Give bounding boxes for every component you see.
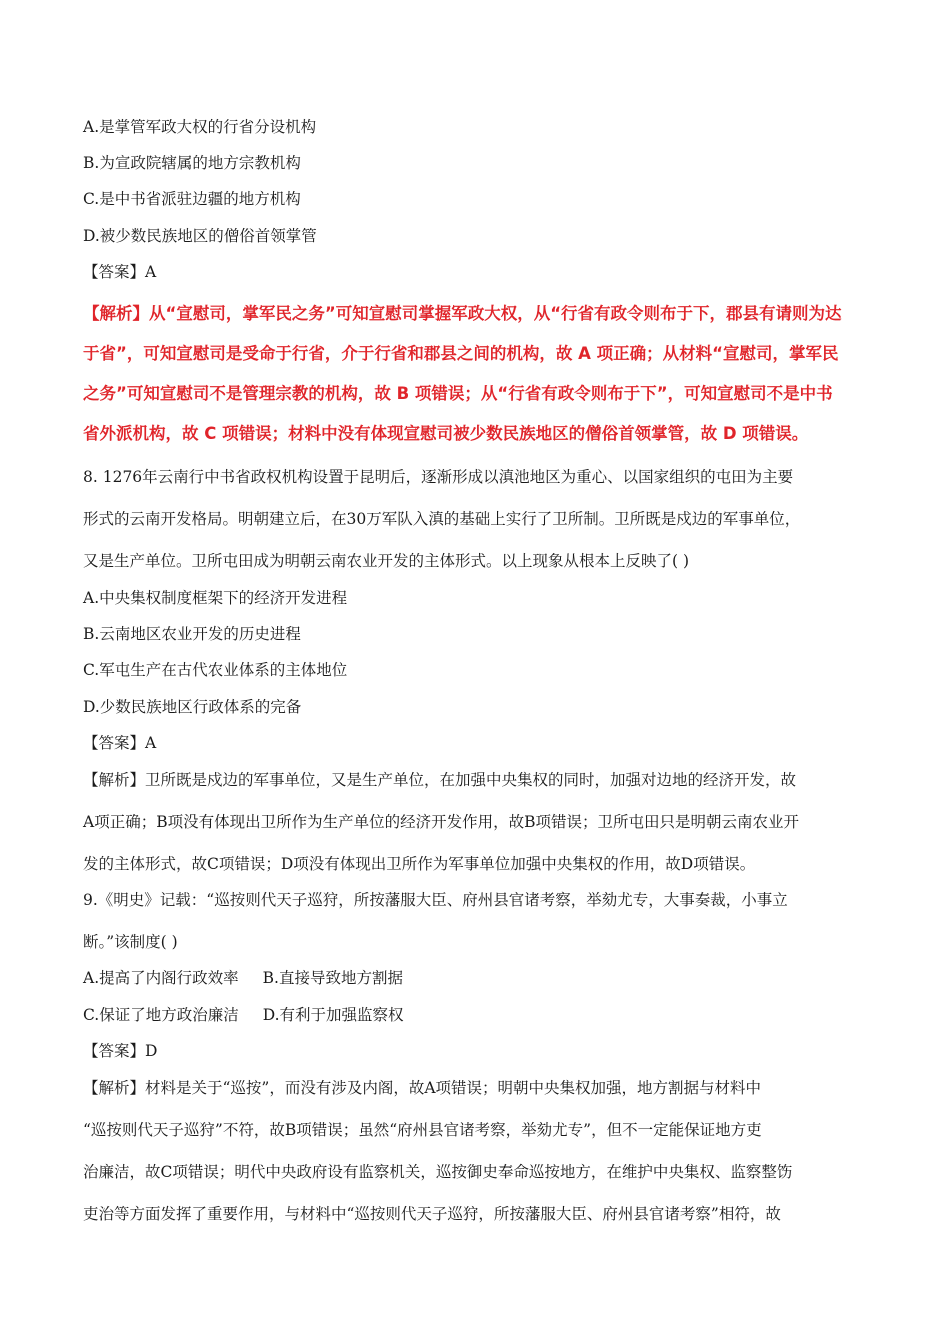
- q9-analysis-line: 治廉洁，故C项错误；明代中央政府设有监察机关，巡按御史奉命巡按地方，在维护中央集权、监察整饬: [83, 1163, 793, 1181]
- q8-stem-line: 形式的云南开发格局。明朝建立后，在30万军队入滇的基础上实行了卫所制。卫所既是戍边的军事单位，: [83, 510, 801, 528]
- q7-option-b: B.为宣政院辖属的地方宗教机构: [83, 154, 301, 172]
- q7-analysis-line: 省外派机构，故 C 项错误；材料中没有体现宣慰司被少数民族地区的僧俗首领掌管，故 D 项错误。: [83, 424, 809, 443]
- q8-analysis-line: A项正确；B项没有体现出卫所作为生产单位的经济开发作用，故B项错误；卫所屯田只是明朝云南农业开: [83, 813, 799, 831]
- q7-option-a: A.是掌管军政大权的行省分设机构: [83, 118, 317, 136]
- q8-option-d: D.少数民族地区行政体系的完备: [83, 698, 302, 716]
- q9-analysis-line: 【解析】材料是关于“巡按”，而没有涉及内阁，故A项错误；明朝中央集权加强，地方割据与材料中: [83, 1079, 762, 1097]
- q8-stem-line: 又是生产单位。卫所屯田成为明朝云南农业开发的主体形式。以上现象从根本上反映了( ): [83, 552, 690, 570]
- q9-options-row: [83, 1005, 404, 1025]
- q7-answer: 【答案】A: [83, 263, 157, 281]
- q8-option-a: A.中央集权制度框架下的经济开发进程: [83, 589, 348, 607]
- q9-analysis-line: “巡按则代天子巡狩”不符，故B项错误；虽然“府州县官诸考察，举劾尤专”，但不一定能保证地方吏: [83, 1121, 762, 1139]
- q9-options-row: [83, 968, 403, 988]
- q9-stem-line: 9.《明史》记载：“巡按则代天子巡狩，所按藩服大臣、府州县官诸考察，举劾尤专，大事奏裁，小事立: [83, 891, 788, 909]
- q8-answer: 【答案】A: [83, 734, 157, 752]
- q8-stem-line: 8. 1276年云南行中书省政权机构设置于昆明后，逐渐形成以滇池地区为重心、以国家组织的屯田为主要: [83, 468, 794, 486]
- q9-option-d: D.有利于加强监察权: [262, 1006, 404, 1024]
- q8-analysis-line: 发的主体形式，故C项错误；D项没有体现出卫所作为军事单位加强中央集权的作用，故D项错误。: [83, 855, 756, 873]
- q9-option-c: C.保证了地方政治廉洁: [83, 1006, 239, 1024]
- q8-analysis-line: 【解析】卫所既是戍边的军事单位，又是生产单位，在加强中央集权的同时，加强对边地的经济开发，故: [83, 771, 797, 789]
- q9-answer: 【答案】D: [83, 1042, 158, 1060]
- q8-option-c: C.军屯生产在古代农业体系的主体地位: [83, 661, 348, 679]
- q9-option-b: B.直接导致地方割据: [262, 969, 403, 987]
- q9-stem-line: 断。”该制度( ): [83, 933, 178, 951]
- q7-analysis-line: 【解析】从“宣慰司，掌军民之务”可知宣慰司掌握军政大权，从“行省有政令则布于下，郡县有请则为达: [83, 304, 842, 323]
- q7-analysis-line: 于省”，可知宣慰司是受命于行省，介于行省和郡县之间的机构，故 A 项正确；从材料“宣慰司，掌军民: [83, 344, 839, 363]
- q9-analysis-line: 吏治等方面发挥了重要作用，与材料中“巡按则代天子巡狩，所按藩服大臣、府州县官诸考察”相符，故: [83, 1205, 781, 1223]
- q7-option-c: C.是中书省派驻边疆的地方机构: [83, 190, 301, 208]
- q8-option-b: B.云南地区农业开发的历史进程: [83, 625, 301, 643]
- q7-analysis-line: 之务”可知宣慰司不是管理宗教的机构，故 B 项错误；从“行省有政令则布于下”，可知宣慰司不是中书: [83, 384, 833, 403]
- q9-option-a: A.提高了内阁行政效率: [83, 969, 239, 987]
- q7-option-d: D.被少数民族地区的僧俗首领掌管: [83, 227, 317, 245]
